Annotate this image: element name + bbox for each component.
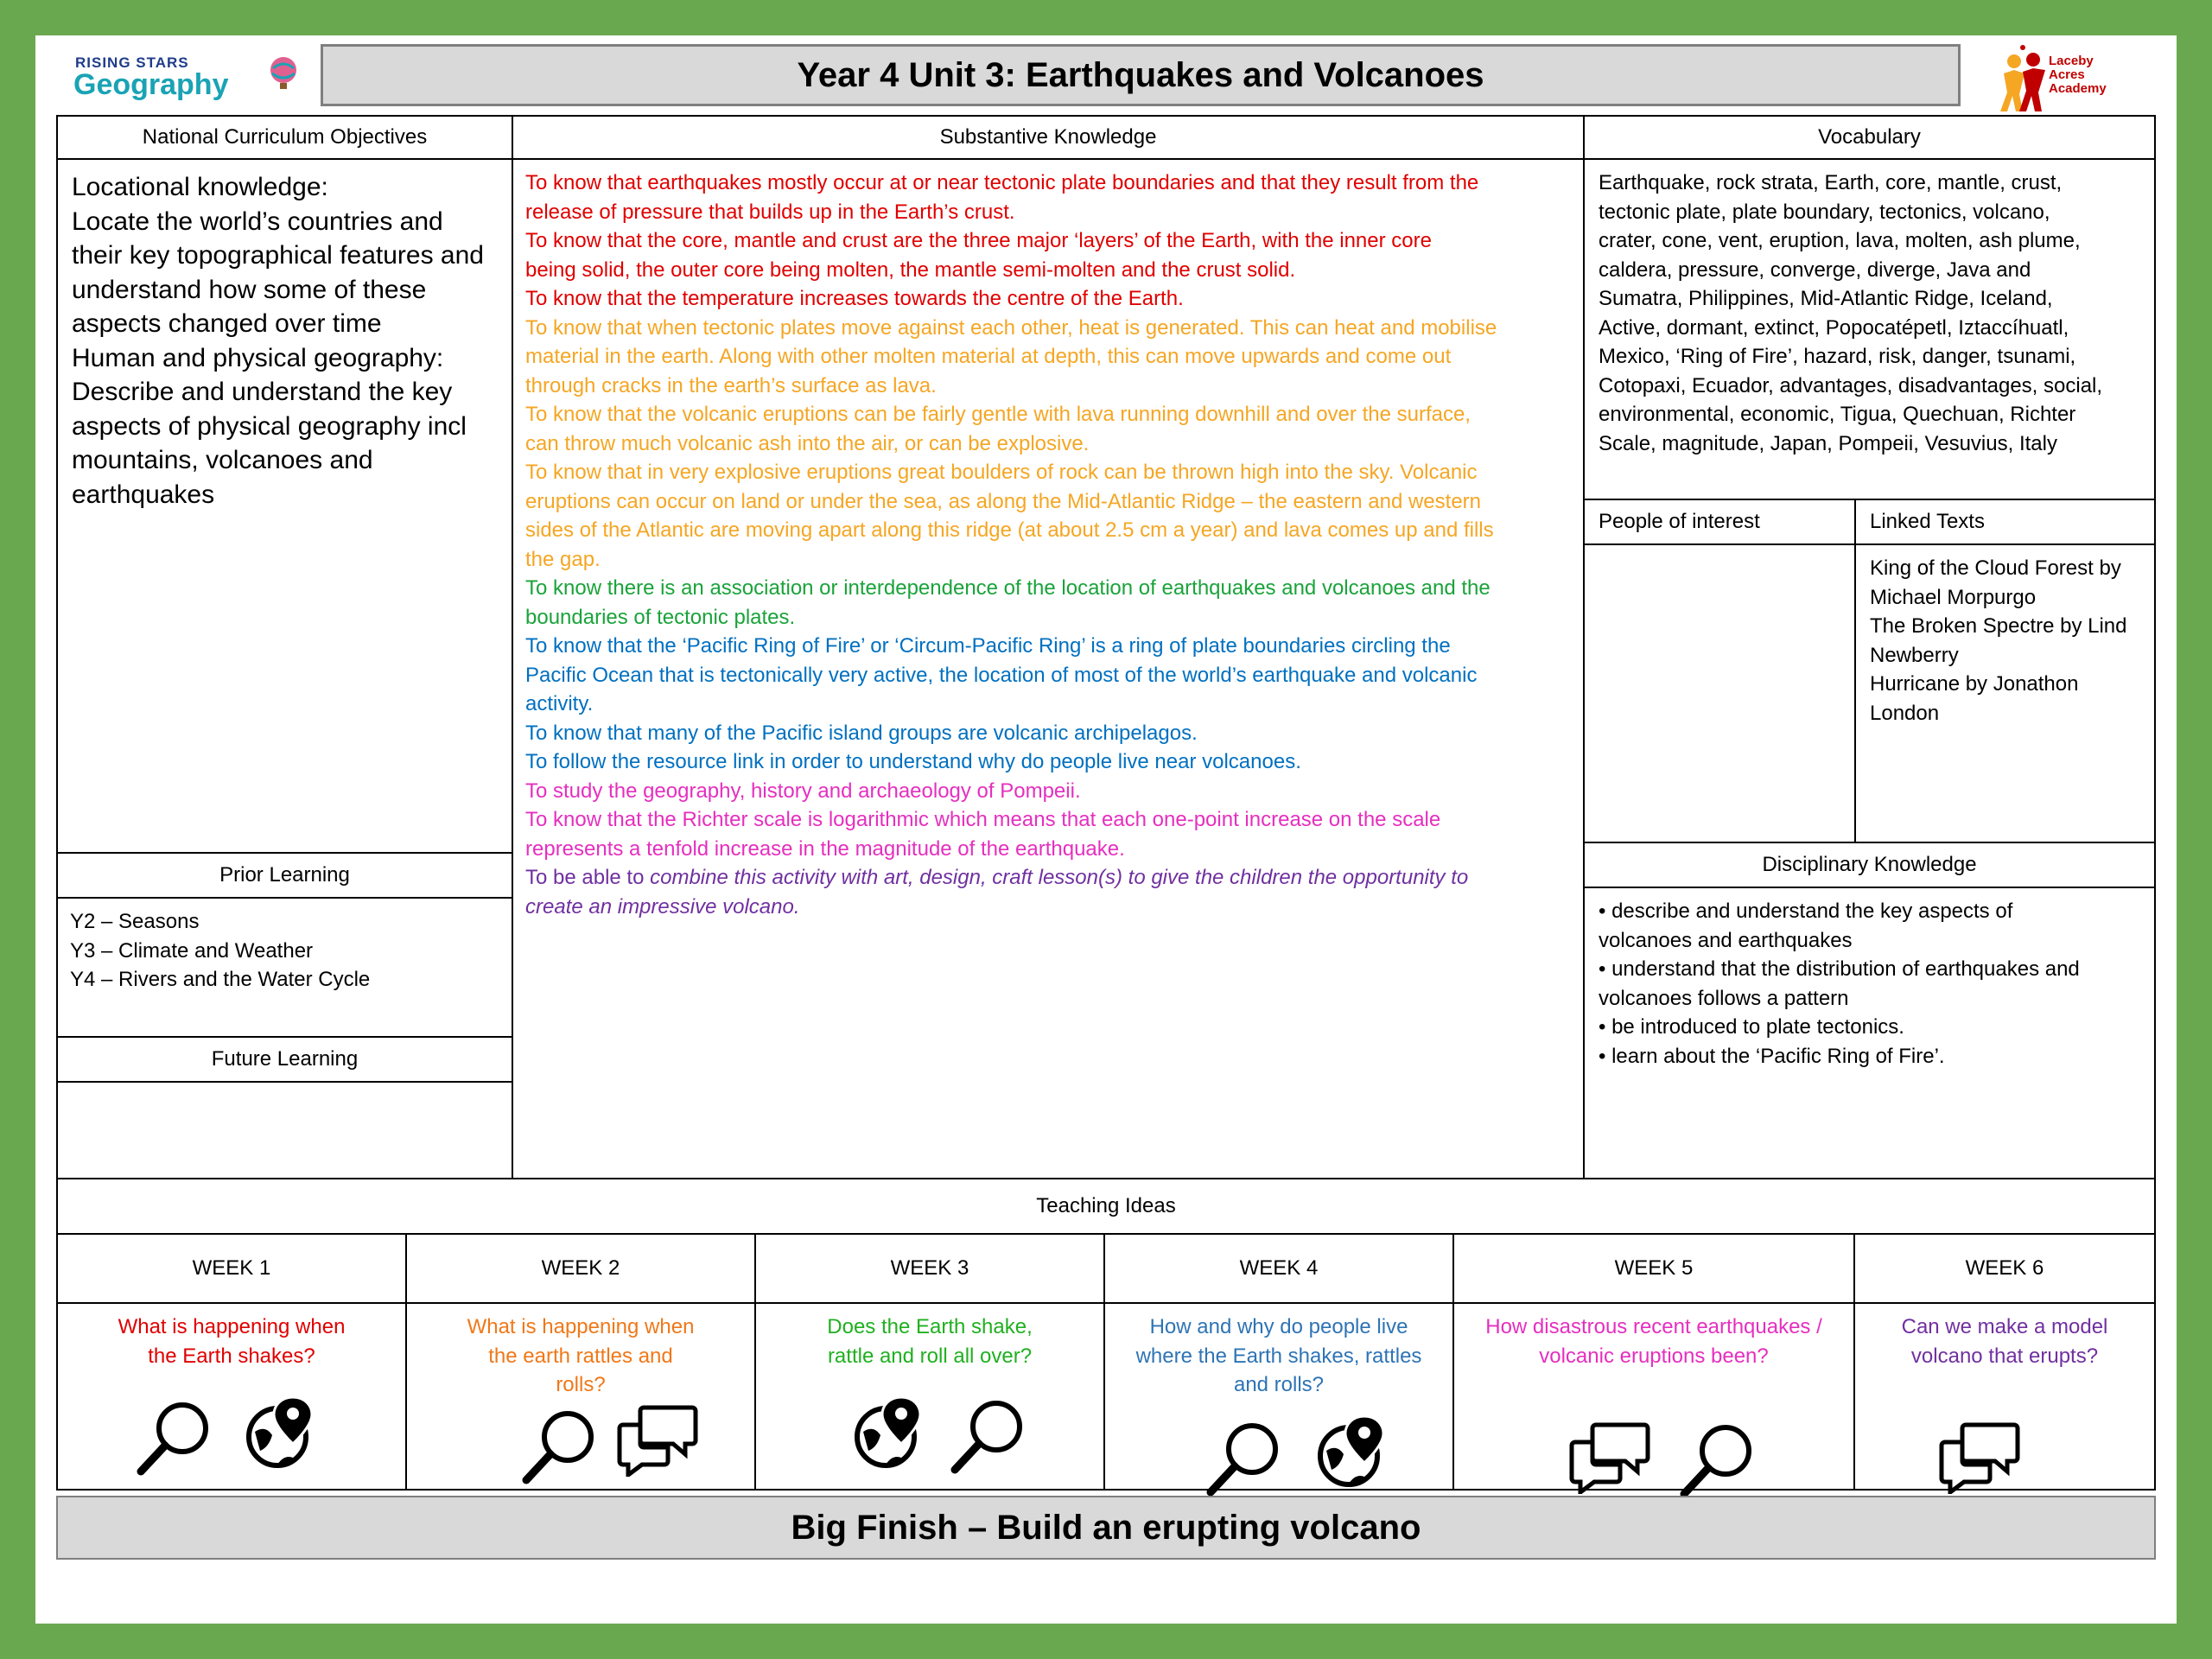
substantive-line-final: To be able to combine this activity with art, design, craft lesson(s) to give the children the opportunity to	[525, 866, 1469, 889]
substantive-line: Pacific Ocean that is tectonically very active, the location of most of the world’s earthquake and volcanic	[525, 663, 1478, 687]
magnifier-icon	[134, 1397, 215, 1478]
week-6-header: WEEK 6	[1853, 1233, 2156, 1304]
week-5-question: How disastrous recent earthquakes / volcanic eruptions been?	[1452, 1302, 1855, 1491]
magnifier-icon	[1677, 1420, 1758, 1501]
logo-geography-text: Geography	[73, 68, 229, 101]
substantive-knowledge-header: Substantive Knowledge	[512, 115, 1585, 160]
disciplinary-knowledge-header: Disciplinary Knowledge	[1583, 842, 2156, 888]
future-learning-header: Future Learning	[56, 1036, 513, 1083]
balloon-icon	[269, 56, 298, 91]
week-2-header: WEEK 2	[405, 1233, 756, 1304]
substantive-knowledge-body	[512, 158, 1585, 1179]
laceby-acres-academy-logo	[1997, 41, 2170, 118]
substantive-line: eruptions can occur on land or under the sea, as along the Mid-Atlantic Ridge – the eastern and western	[525, 489, 1482, 513]
substantive-line: To know that in very explosive eruptions great boulders of rock can be thrown high into the sky. Volcanic	[525, 461, 1478, 484]
week-6-question: Can we make a model volcano that erupts?	[1853, 1302, 2156, 1491]
globe-pin-icon	[851, 1394, 929, 1471]
week-5-header: WEEK 5	[1452, 1233, 1855, 1304]
substantive-line: To follow the resource link in order to understand why do people live near volcanoes.	[525, 750, 1301, 773]
substantive-line: To know that earthquakes mostly occur at or near tectonic plate boundaries and that they result from the	[525, 171, 1479, 194]
substantive-line: represents a tenfold increase in the magnitude of the earthquake.	[525, 836, 1125, 861]
speech-bubbles-icon	[1568, 1421, 1651, 1494]
week-1-question: What is happening when the Earth shakes?	[56, 1302, 407, 1491]
prior-learning-header: Prior Learning	[56, 852, 513, 899]
substantive-line: sides of the Atlantic are moving apart along this ridge (at about 2.5 cm a year) and lava comes up and fills	[525, 518, 1494, 542]
substantive-line: activity.	[525, 692, 594, 715]
logo-academy-name: Laceby Acres Academy	[2049, 54, 2107, 96]
children-figures-icon	[1997, 44, 2049, 113]
magnifier-icon	[948, 1395, 1029, 1477]
week-4-header: WEEK 4	[1103, 1233, 1454, 1304]
substantive-line: To know that when tectonic plates move against each other, heat is generated. This can heat and mobilise	[525, 315, 1497, 340]
magnifier-icon	[519, 1406, 601, 1487]
prior-learning-body: Y2 – Seasons Y3 – Climate and Weather Y4 – Rivers and the Water Cycle	[56, 897, 513, 1038]
nco-body: Locational knowledge: Locate the world’s countries and their key topographical features and understand how some of these aspects changed over time Human and physical geography: Describe and understand the key aspects of physical geography incl mountains, volcanoes and earthquakes	[56, 158, 513, 854]
week-2-question: What is happening when the earth rattles and rolls?	[405, 1302, 756, 1491]
substantive-line: To know that the volcanic eruptions can be fairly gentle with lava running downhill and over the surface,	[525, 403, 1471, 426]
globe-pin-icon	[243, 1394, 321, 1471]
people-of-interest-header: People of interest	[1583, 499, 1856, 545]
substantive-line: can throw much volcanic ash into the air, or can be explosive.	[525, 431, 1090, 455]
substantive-line: To know there is an association or interdependence of the location of earthquakes and volcanoes and the	[525, 576, 1491, 600]
substantive-line: To know that the Richter scale is logarithmic which means that each one-point increase on the scale	[525, 808, 1441, 831]
logo-rising-stars-text: RISING STARS	[75, 54, 189, 71]
substantive-knowledge-lines	[525, 168, 1571, 863]
rising-stars-geography-logo	[35, 35, 319, 111]
substantive-line: To know that the core, mantle and crust are the three major ‘layers’ of the Earth, with the inner core	[525, 229, 1432, 252]
big-finish-banner: Big Finish – Build an erupting volcano	[56, 1496, 2156, 1560]
week-4-question: How and why do people live where the Earth shakes, rattles and rolls?	[1103, 1302, 1454, 1491]
speech-bubbles-icon	[1938, 1421, 2021, 1494]
vocabulary-body: Earthquake, rock strata, Earth, core, mantle, crust, tectonic plate, plate boundary, tectonics, volcano, crater, cone, vent, eruption, lava, molten, ash plume, caldera, pressure, converge, diverge, Java and Sumatra, Philippines, Mid-Atlantic Ridge, Iceland, Active, dormant, extinct, Popocatépetl, Iztaccíhuatl, Mexico, ‘Ring of Fire’, hazard, risk, danger, tsunami, Cotopaxi, Ecuador, advantages, disadvantages, social, environmental, economic, Tigua, Quechuan, Richter Scale, magnitude, Japan, Pompeii, Vesuvius, Italy	[1583, 158, 2156, 500]
substantive-line-final-2: create an impressive volcano.	[525, 894, 800, 918]
teaching-ideas-header: Teaching Ideas	[56, 1178, 2156, 1235]
page-title: Year 4 Unit 3: Earthquakes and Volcanoes	[321, 44, 1961, 106]
speech-bubbles-icon	[616, 1404, 699, 1477]
linked-texts-header: Linked Texts	[1854, 499, 2156, 545]
disciplinary-knowledge-body: • describe and understand the key aspects of volcanoes and earthquakes • understand that the distribution of earthquakes and volcanoes follows a pattern • be introduced to plate tectonics. • learn about the ‘Pacific Ring of Fire’.	[1583, 887, 2156, 1179]
week-3-header: WEEK 3	[754, 1233, 1105, 1304]
linked-texts-body: King of the Cloud Forest by Michael Morpurgo The Broken Spectre by Lind Newberry Hurricane by Jonathon London	[1854, 543, 2156, 843]
nco-header: National Curriculum Objectives	[56, 115, 513, 160]
magnifier-icon	[1204, 1418, 1285, 1499]
substantive-line: material in the earth. Along with other molten material at depth, this can move upwards and come out	[525, 345, 1452, 368]
substantive-line: To study the geography, history and archaeology of Pompeii.	[525, 779, 1081, 803]
substantive-line: release of pressure that builds up in the Earth’s crust.	[525, 200, 1015, 224]
future-learning-body	[56, 1081, 513, 1179]
globe-pin-icon	[1314, 1413, 1392, 1491]
page	[35, 35, 2177, 1624]
substantive-line: through cracks in the earth’s surface as lava.	[525, 373, 937, 397]
week-3-question: Does the Earth shake, rattle and roll all over?	[754, 1302, 1105, 1491]
vocabulary-header: Vocabulary	[1583, 115, 2156, 160]
substantive-line: To know that the ‘Pacific Ring of Fire’ or ‘Circum-Pacific Ring’ is a ring of plate boundaries circling the	[525, 634, 1451, 658]
people-of-interest-body	[1583, 543, 1856, 843]
substantive-line: being solid, the outer core being molten, the mantle semi-molten and the crust solid.	[525, 257, 1296, 282]
substantive-line: the gap.	[525, 547, 601, 571]
substantive-line: boundaries of tectonic plates.	[525, 605, 796, 629]
substantive-line: To know that many of the Pacific island groups are volcanic archipelagos.	[525, 721, 1198, 745]
week-1-header: WEEK 1	[56, 1233, 407, 1304]
substantive-line: To know that the temperature increases towards the centre of the Earth.	[525, 287, 1184, 310]
